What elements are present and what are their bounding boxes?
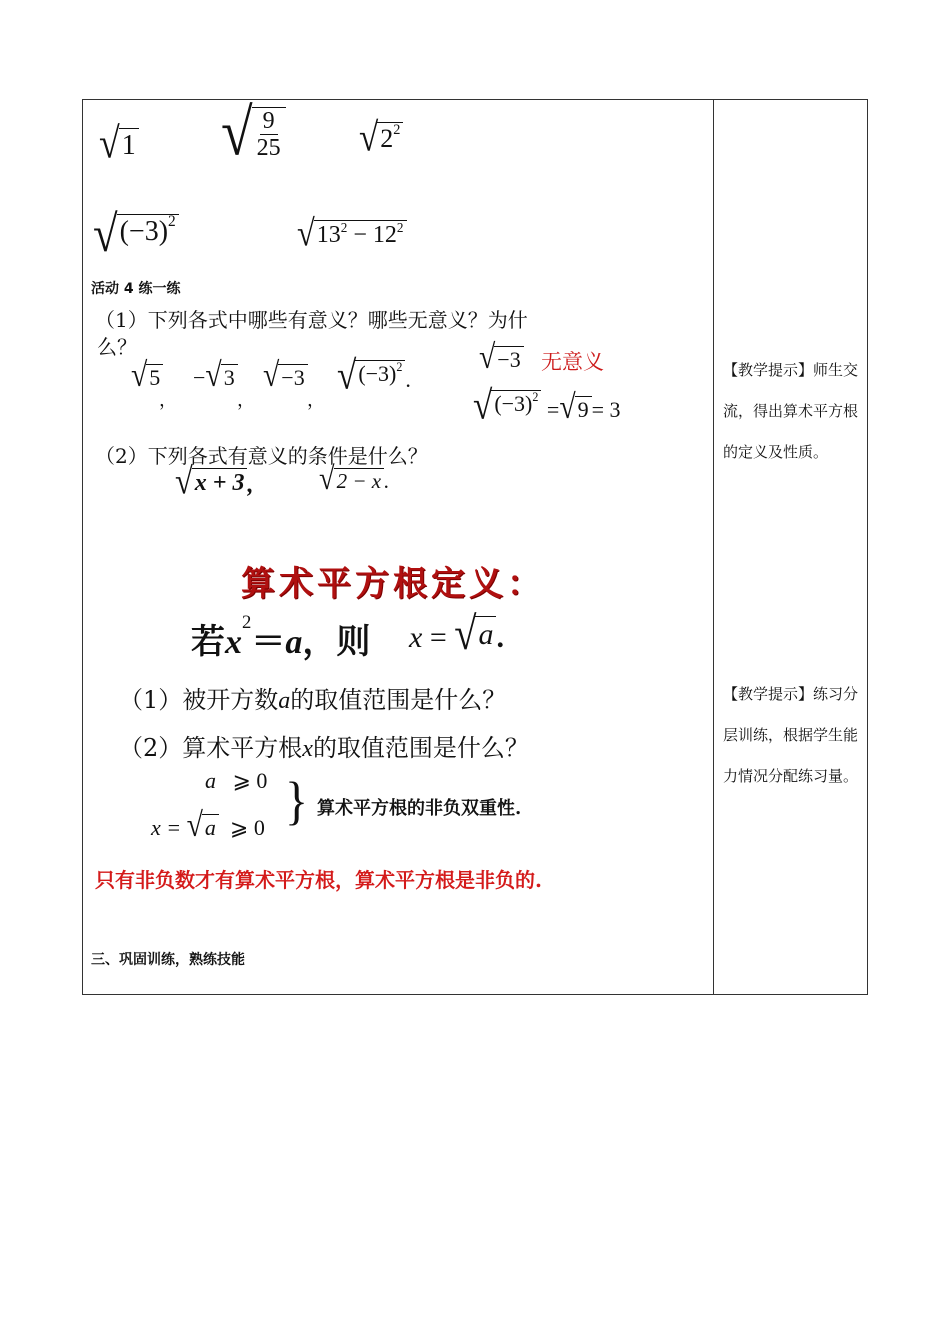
definition-q1: （1）被开方数a的取值范围是什么？ xyxy=(119,686,507,714)
q1-sqrt-neg3-squared: √ $(-3)^2$ . xyxy=(337,353,411,398)
condition-a: a ⩾ 0 xyxy=(205,768,268,793)
definition-formula-rhs: x = √ a . xyxy=(409,607,504,660)
q1-comma-1: ， xyxy=(159,390,177,410)
q1-neg-sqrt3: − √ 3 xyxy=(193,362,238,392)
answer-equation: √ $(-3)^2$ = √ 9 = 3 xyxy=(473,383,621,428)
condition-brace: } xyxy=(285,772,309,831)
answer-sqrt-neg3: √ −3 xyxy=(479,344,524,374)
teaching-hint-1: 【教学提示】师生交流，得出算术平方根的定义及性质。 xyxy=(723,361,859,461)
activity4-heading: 活动 4 练一练 xyxy=(91,281,181,297)
condition-brace-label: 算术平方根的非负双重性. xyxy=(317,798,522,819)
answer-meaningless: 无意义 xyxy=(541,350,604,374)
teaching-hint-2: 【教学提示】练习分层训练，根据学生能力情况分配练习量。 xyxy=(723,685,859,785)
section3-heading: 三、巩固训练，熟练技能 xyxy=(91,952,245,968)
q2-sqrt-x-plus-3: √ x + 3 , xyxy=(175,461,254,503)
q1-sqrt-neg3: √ −3 xyxy=(263,362,308,392)
activity4-q1-line1: （1）下列各式中哪些有意义？哪些无意义？为什 xyxy=(95,308,528,332)
column-divider xyxy=(713,100,714,994)
lesson-table xyxy=(82,99,868,995)
sqrt-neg3-squared: √ $(-3)^2$ xyxy=(93,212,179,257)
q1-comma-2: ， xyxy=(237,390,255,410)
definition-title: 算术平方根定义： xyxy=(241,564,545,604)
sqrt-13sq-minus-12sq: √ $13^2 - 12^2$ xyxy=(297,218,407,251)
sqrt-two-squared: √ $2^2$ xyxy=(359,120,403,156)
q2-sqrt-2-minus-x: √ 2 − x . xyxy=(319,461,390,498)
q1-comma-3: ， xyxy=(307,390,325,410)
q1-sqrt5: √ 5 xyxy=(131,362,163,392)
sqrt-one: √ 1 xyxy=(99,126,139,164)
definition-formula: 若$x^2=a$，则 xyxy=(191,612,371,662)
activity4-q2-line: （2）下列各式有意义的条件是什么？ xyxy=(95,444,428,468)
sqrt-fraction: √ $\frac{9}{25}$ xyxy=(221,105,286,163)
activity4-q1-line2: 么？ xyxy=(97,335,137,359)
definition-conclusion: 只有非负数才有算术平方根，算术平方根是非负的. xyxy=(95,868,542,892)
condition-x: x = √ a ⩾ 0 xyxy=(151,807,265,845)
definition-q2: （2）算术平方根x的取值范围是什么？ xyxy=(119,734,529,762)
